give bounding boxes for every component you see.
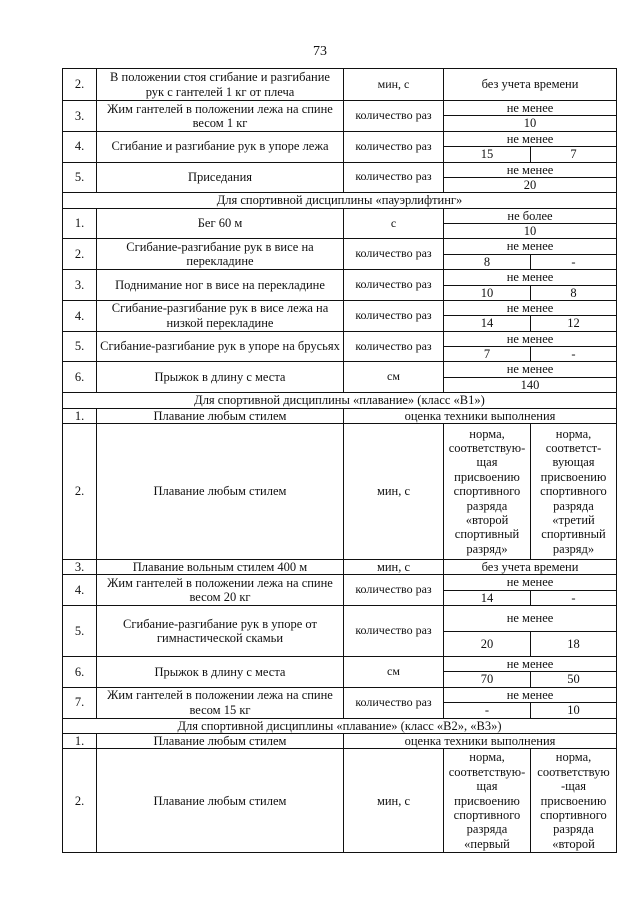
table-row: 1. Бег 60 м с не более [63,208,617,223]
unit-cell: количество раз [344,101,444,132]
unit-cell: количество раз [344,239,444,270]
table-row: 6. Прыжок в длину с места см не менее [63,362,617,377]
table-row: 2. Плавание любым стилем мин, с норма, соответствую-щая присвоению спортивного разряда «первый норма, соответствую -щая присвоению спортивного разряда «второй [63,749,617,853]
unit-cell: мин, с [344,423,444,559]
page-number: 73 [313,44,327,59]
table-row: 6. Прыжок в длину с места см не менее [63,657,617,672]
norm-second-category: норма, соответствую-щая присвоению спортивного разряда «второй спортивный разряд» [444,423,531,559]
unit-cell: мин, с [344,559,444,574]
table-row: 3. Плавание вольным стилем 400 м мин, с без учета времени [63,559,617,574]
table-row: 4. Сгибание и разгибание рук в упоре лежа количество раз не менее [63,131,617,146]
norm-label: не менее [444,131,617,146]
norm-label: не менее [444,162,617,177]
norm-label: не менее [444,300,617,315]
value-cell: 20 [444,632,531,657]
value-cell: 7 [444,347,531,362]
exercise-cell: В положении стоя сгибание и разгибание рук с гантелей 1 кг от плеча [97,69,344,101]
assessment-cell: оценка техники выполнения [344,408,617,423]
exercise-cell: Приседания [97,162,344,193]
value-cell: 14 [444,316,531,331]
unit-cell: количество раз [344,270,444,301]
exercise-cell: Жим гантелей в положении лежа на спине весом 15 кг [97,687,344,718]
exercise-cell: Прыжок в длину с места [97,362,344,393]
exercise-cell: Жим гантелей в положении лежа на спине весом 1 кг [97,101,344,132]
exercise-cell: Поднимание ног в висе на перекладине [97,270,344,301]
section-title: Для спортивной дисциплины «плавание» (класс «В1») [63,393,617,408]
value-cell: 7 [531,147,617,162]
value-cell: - [444,703,531,718]
exercise-cell: Плавание любым стилем [97,423,344,559]
value-cell: - [531,254,617,269]
unit-cell: количество раз [344,606,444,657]
value-cell: без учета времени [444,559,617,574]
value-cell: 12 [531,316,617,331]
table-row: 4. Жим гантелей в положении лежа на спине весом 20 кг количество раз не менее [63,575,617,590]
table-row: 4. Сгибание-разгибание рук в висе лежа на низкой перекладине количество раз не менее [63,300,617,315]
unit-cell: количество раз [344,131,444,162]
norm-label: не менее [444,362,617,377]
value-cell: - [531,347,617,362]
unit-cell: количество раз [344,162,444,193]
unit-cell: количество раз [344,300,444,331]
norm-label: не более [444,208,617,223]
value-cell: 10 [444,285,531,300]
norm-label: не менее [444,657,617,672]
unit-cell: количество раз [344,331,444,362]
norm-label: не менее [444,606,617,632]
norm-second-category: норма, соответствую -щая присвоению спортивного разряда «второй [531,749,617,853]
value-cell: без учета времени [444,69,617,101]
section-title: Для спортивной дисциплины «пауэрлифтинг» [63,193,617,208]
norm-label: не менее [444,270,617,285]
value-cell: 8 [444,254,531,269]
norms-table [62,68,617,853]
table-row: 1. Плавание любым стилем оценка техники выполнения [63,408,617,423]
value-cell: 70 [444,672,531,687]
norm-label: не менее [444,331,617,346]
exercise-cell: Сгибание-разгибание рук в упоре от гимнастической скамьи [97,606,344,657]
exercise-cell: Сгибание-разгибание рук в висе на перекладине [97,239,344,270]
table-row: 2. Сгибание-разгибание рук в висе на перекладине количество раз не менее [63,239,617,254]
value-cell: 10 [444,116,617,131]
norm-label: не менее [444,687,617,702]
exercise-cell: Сгибание и разгибание рук в упоре лежа [97,131,344,162]
unit-cell: мин, с [344,749,444,853]
value-cell: 15 [444,147,531,162]
exercise-cell: Сгибание-разгибание рук в висе лежа на низкой перекладине [97,300,344,331]
unit-cell: мин, с [344,69,444,101]
section-title: Для спортивной дисциплины «плавание» (класс «В2», «В3») [63,718,617,733]
assessment-cell: оценка техники выполнения [344,733,617,748]
section-header [63,193,617,208]
value-cell: 14 [444,590,531,605]
table-row: 1. Плавание любым стилем оценка техники выполнения [63,733,617,748]
exercise-cell: Плавание вольным стилем 400 м [97,559,344,574]
table-row: 3. Жим гантелей в положении лежа на спине весом 1 кг количество раз не менее [63,101,617,116]
table-row: 7. Жим гантелей в положении лежа на спине весом 15 кг количество раз не менее [63,687,617,702]
value-cell: 10 [444,224,617,239]
exercise-cell: Плавание любым стилем [97,749,344,853]
norm-label: не менее [444,575,617,590]
table-row: 5. Сгибание-разгибание рук в упоре на брусьях количество раз не менее [63,331,617,346]
unit-cell: количество раз [344,687,444,718]
table-row: 2. В положении стоя сгибание и разгибание рук с гантелей 1 кг от плеча мин, с без учета времени [63,69,617,101]
value-cell: 50 [531,672,617,687]
unit-cell: см [344,657,444,688]
unit-cell: см [344,362,444,393]
norm-third-category: норма, соответст-вующая присвоению спортивного разряда «третий спортивный разряд» [531,423,617,559]
value-cell: 140 [444,377,617,392]
unit-cell: с [344,208,444,239]
exercise-cell: Плавание любым стилем [97,408,344,423]
exercise-cell: Прыжок в длину с места [97,657,344,688]
value-cell: - [531,590,617,605]
value-cell: 20 [444,177,617,192]
exercise-cell: Бег 60 м [97,208,344,239]
exercise-cell: Жим гантелей в положении лежа на спине весом 20 кг [97,575,344,606]
section-header [63,718,617,733]
value-cell: 8 [531,285,617,300]
exercise-cell: Сгибание-разгибание рук в упоре на брусьях [97,331,344,362]
table-row: 2. Плавание любым стилем мин, с норма, соответствую-щая присвоению спортивного разряда «второй спортивный разряд» норма, соответст-вующая присвоению спортивного разряда «третий спортивный разряд» [63,423,617,559]
table-row: 5. Сгибание-разгибание рук в упоре от гимнастической скамьи количество раз не менее [63,606,617,632]
table-row: 5. Приседания количество раз не менее [63,162,617,177]
unit-cell: количество раз [344,575,444,606]
norm-label: не менее [444,101,617,116]
norm-first-category: норма, соответствую-щая присвоению спортивного разряда «первый [444,749,531,853]
value-cell: 18 [531,632,617,657]
section-header [63,393,617,408]
norm-label: не менее [444,239,617,254]
table-row: 3. Поднимание ног в висе на перекладине количество раз не менее [63,270,617,285]
exercise-cell: Плавание любым стилем [97,733,344,748]
value-cell: 10 [531,703,617,718]
